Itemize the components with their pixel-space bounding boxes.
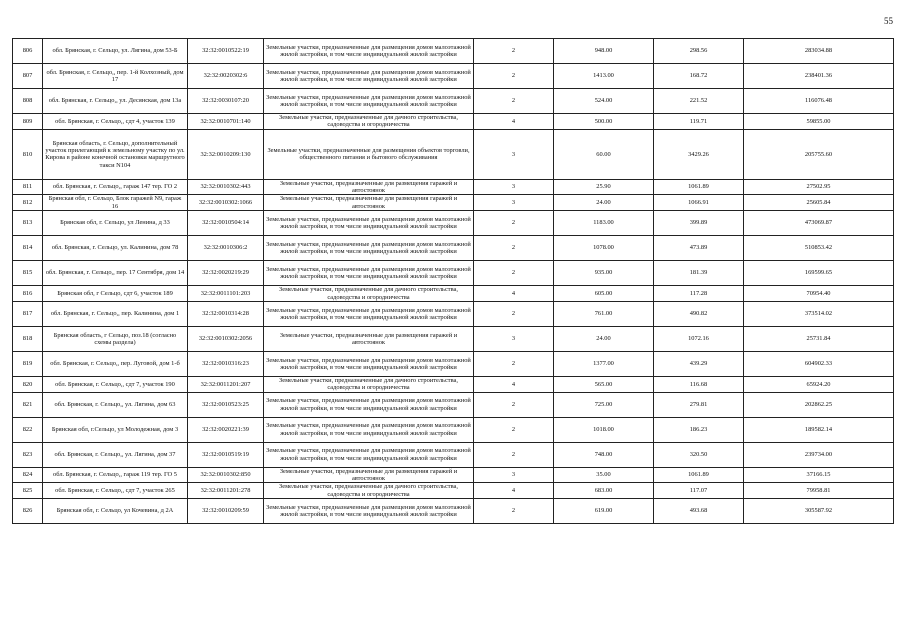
table-row — [13, 64, 894, 89]
use-group-cell: 3 — [474, 179, 554, 195]
cadastral-value-cell: 202862.25 — [744, 392, 894, 417]
row-number-cell: 807 — [13, 64, 43, 89]
cadastral-value-cell: 189582.14 — [744, 417, 894, 442]
area-cell: 35.00 — [554, 467, 654, 483]
area-cell: 60.00 — [554, 129, 654, 179]
cadastral-value-cell: 79958.81 — [744, 483, 894, 499]
row-number-cell: 813 — [13, 211, 43, 236]
address-cell: Брянская обл, г. Сельцо, ул Ленина, д 33 — [43, 211, 188, 236]
area-cell: 935.00 — [554, 261, 654, 286]
table-row — [13, 499, 894, 524]
specific-value-cell: 221.52 — [654, 89, 744, 114]
table-row — [13, 89, 894, 114]
permitted-use-cell: Земельные участки, предназначенные для дачного строительства, садоводства и огородничества — [264, 286, 474, 302]
use-group-cell: 2 — [474, 39, 554, 64]
permitted-use-cell: Земельные участки, предназначенные для размещения домов малоэтажной жилой застройки, в том числе индивидуальной жилой застройки — [264, 301, 474, 326]
table-row — [13, 114, 894, 130]
row-number-cell: 825 — [13, 483, 43, 499]
table-body — [13, 39, 894, 524]
cadastral-number-cell: 32:32:0010316:23 — [188, 351, 264, 376]
use-group-cell: 2 — [474, 499, 554, 524]
specific-value-cell: 119.71 — [654, 114, 744, 130]
cadastral-number-cell: 32:32:0030107:20 — [188, 89, 264, 114]
cadastral-value-cell: 27502.95 — [744, 179, 894, 195]
use-group-cell: 2 — [474, 417, 554, 442]
cadastral-value-cell: 169599.65 — [744, 261, 894, 286]
use-group-cell: 3 — [474, 326, 554, 351]
table-row — [13, 467, 894, 483]
cadastral-value-cell: 604902.33 — [744, 351, 894, 376]
table-row — [13, 211, 894, 236]
cadastral-number-cell: 32:32:0010504:14 — [188, 211, 264, 236]
table-row — [13, 483, 894, 499]
address-cell: обл. Брянская, г. Сельцо,, пер. 17 Сентября, дом 14 — [43, 261, 188, 286]
area-cell: 24.00 — [554, 326, 654, 351]
permitted-use-cell: Земельные участки, предназначенные для размещения домов малоэтажной жилой застройки, в том числе индивидуальной жилой застройки — [264, 64, 474, 89]
use-group-cell: 3 — [474, 467, 554, 483]
permitted-use-cell: Земельные участки, предназначенные для размещения домов малоэтажной жилой застройки, в том числе индивидуальной жилой застройки — [264, 236, 474, 261]
area-cell: 1377.00 — [554, 351, 654, 376]
permitted-use-cell: Земельные участки, предназначенные для размещения домов малоэтажной жилой застройки, в том числе индивидуальной жилой застройки — [264, 89, 474, 114]
specific-value-cell: 1072.16 — [654, 326, 744, 351]
area-cell: 500.00 — [554, 114, 654, 130]
row-number-cell: 816 — [13, 286, 43, 302]
address-cell: обл. Брянская, г. Сельцо,, пер. Луговой, дом 1-б — [43, 351, 188, 376]
specific-value-cell: 279.81 — [654, 392, 744, 417]
area-cell: 761.00 — [554, 301, 654, 326]
cadastral-value-cell: 473069.87 — [744, 211, 894, 236]
cadastral-value-cell: 283034.88 — [744, 39, 894, 64]
use-group-cell: 2 — [474, 301, 554, 326]
cadastral-number-cell: 32:32:0010302:1066 — [188, 195, 264, 211]
table-row — [13, 195, 894, 211]
table-row — [13, 129, 894, 179]
area-cell: 24.00 — [554, 195, 654, 211]
area-cell: 725.00 — [554, 392, 654, 417]
table-row — [13, 261, 894, 286]
address-cell: обл. Брянская, г. Сельцо,, пер. Калинина, дом 1 — [43, 301, 188, 326]
cadastral-value-cell: 205755.60 — [744, 129, 894, 179]
cadastral-number-cell: 32:32:0010302:2056 — [188, 326, 264, 351]
address-cell: обл. Брянская, г. Сельцо, ул. Лягина, дом 53-Б — [43, 39, 188, 64]
address-cell: обл. Брянская, г. Сельцо,, сдт 7, участок 265 — [43, 483, 188, 499]
address-cell: обл. Брянская, г. Сельцо,, гараж 147 тер. ГО 2 — [43, 179, 188, 195]
area-cell: 1183.00 — [554, 211, 654, 236]
cadastral-number-cell: 32:32:0010522:19 — [188, 39, 264, 64]
specific-value-cell: 3429.26 — [654, 129, 744, 179]
cadastral-number-cell: 32:32:0010523:25 — [188, 392, 264, 417]
cadastral-value-cell: 305587.92 — [744, 499, 894, 524]
specific-value-cell: 473.89 — [654, 236, 744, 261]
specific-value-cell: 116.68 — [654, 376, 744, 392]
cadastral-value-cell: 37166.15 — [744, 467, 894, 483]
cadastral-number-cell: 32:32:0010701:140 — [188, 114, 264, 130]
use-group-cell: 2 — [474, 351, 554, 376]
row-number-cell: 808 — [13, 89, 43, 114]
row-number-cell: 812 — [13, 195, 43, 211]
area-cell: 1413.00 — [554, 64, 654, 89]
row-number-cell: 819 — [13, 351, 43, 376]
use-group-cell: 2 — [474, 89, 554, 114]
table-row — [13, 392, 894, 417]
address-cell: Брянская обл, г. Сельцо, ул Кочевина, д 2А — [43, 499, 188, 524]
cadastral-number-cell: 32:32:0011201:207 — [188, 376, 264, 392]
area-cell: 565.00 — [554, 376, 654, 392]
address-cell: обл. Брянская, г. Сельцо,, ул. Десянская, дом 13а — [43, 89, 188, 114]
address-cell: Брянская обл, г Сельцо, сдт 6, участок 189 — [43, 286, 188, 302]
specific-value-cell: 320.50 — [654, 442, 744, 467]
address-cell: Брянская обл, г.Сельцо, ул Молодежная, дом 3 — [43, 417, 188, 442]
use-group-cell: 4 — [474, 483, 554, 499]
land-registry-table — [12, 38, 894, 524]
table-row — [13, 376, 894, 392]
permitted-use-cell: Земельные участки, предназначенные для дачного строительства, садоводства и огородничества — [264, 483, 474, 499]
address-cell: обл. Брянская, г. Сельцо,, ул. Лягина, дом 63 — [43, 392, 188, 417]
table-row — [13, 236, 894, 261]
use-group-cell: 2 — [474, 261, 554, 286]
cadastral-value-cell: 238401.36 — [744, 64, 894, 89]
table-row — [13, 179, 894, 195]
address-cell: Брянская область, г. Сельцо, дополнительный участок прилегающий к земельному участку по ул. Кирова в районе конечной остановки маршрутного такси N104 — [43, 129, 188, 179]
use-group-cell: 4 — [474, 376, 554, 392]
row-number-cell: 811 — [13, 179, 43, 195]
address-cell: обл. Брянская, г. Сельцо,, сдт 7, участок 190 — [43, 376, 188, 392]
row-number-cell: 806 — [13, 39, 43, 64]
row-number-cell: 815 — [13, 261, 43, 286]
cadastral-value-cell: 25731.84 — [744, 326, 894, 351]
permitted-use-cell: Земельные участки, предназначенные для размещения объектов торговли, общественного питания и бытового обслуживания — [264, 129, 474, 179]
row-number-cell: 809 — [13, 114, 43, 130]
specific-value-cell: 186.23 — [654, 417, 744, 442]
area-cell: 948.00 — [554, 39, 654, 64]
row-number-cell: 814 — [13, 236, 43, 261]
permitted-use-cell: Земельные участки, предназначенные для размещения гаражей и автостоянок — [264, 467, 474, 483]
page-number: 55 — [884, 16, 893, 26]
address-cell: обл. Брянская, г. Сельцо, ул. Калинина, дом 78 — [43, 236, 188, 261]
permitted-use-cell: Земельные участки, предназначенные для дачного строительства, садоводства и огородничества — [264, 114, 474, 130]
permitted-use-cell: Земельные участки, предназначенные для размещения гаражей и автостоянок — [264, 179, 474, 195]
use-group-cell: 4 — [474, 286, 554, 302]
cadastral-value-cell: 59855.00 — [744, 114, 894, 130]
use-group-cell: 2 — [474, 236, 554, 261]
cadastral-number-cell: 32:32:0011201:278 — [188, 483, 264, 499]
permitted-use-cell: Земельные участки, предназначенные для размещения домов малоэтажной жилой застройки, в том числе индивидуальной жилой застройки — [264, 499, 474, 524]
cadastral-value-cell: 65924.20 — [744, 376, 894, 392]
area-cell: 1078.00 — [554, 236, 654, 261]
use-group-cell: 2 — [474, 442, 554, 467]
cadastral-number-cell: 32:32:0020302:6 — [188, 64, 264, 89]
cadastral-value-cell: 25605.84 — [744, 195, 894, 211]
permitted-use-cell: Земельные участки, предназначенные для дачного строительства, садоводства и огородничества — [264, 376, 474, 392]
specific-value-cell: 490.82 — [654, 301, 744, 326]
use-group-cell: 2 — [474, 211, 554, 236]
table-row — [13, 351, 894, 376]
permitted-use-cell: Земельные участки, предназначенные для размещения домов малоэтажной жилой застройки, в том числе индивидуальной жилой застройки — [264, 392, 474, 417]
area-cell: 683.00 — [554, 483, 654, 499]
cadastral-value-cell: 116076.48 — [744, 89, 894, 114]
row-number-cell: 810 — [13, 129, 43, 179]
specific-value-cell: 1061.89 — [654, 179, 744, 195]
address-cell: обл. Брянская, г. Сельцо,, сдт 4, участок 139 — [43, 114, 188, 130]
table-row — [13, 442, 894, 467]
permitted-use-cell: Земельные участки, предназначенные для размещения домов малоэтажной жилой застройки, в том числе индивидуальной жилой застройки — [264, 211, 474, 236]
specific-value-cell: 439.29 — [654, 351, 744, 376]
specific-value-cell: 298.56 — [654, 39, 744, 64]
cadastral-number-cell: 32:32:0010519:19 — [188, 442, 264, 467]
cadastral-value-cell: 239734.00 — [744, 442, 894, 467]
area-cell: 25.90 — [554, 179, 654, 195]
area-cell: 619.00 — [554, 499, 654, 524]
table-row — [13, 417, 894, 442]
address-cell: Брянская обл, г. Сельцо, Блок гаражей N9, гараж 16 — [43, 195, 188, 211]
use-group-cell: 3 — [474, 195, 554, 211]
row-number-cell: 820 — [13, 376, 43, 392]
specific-value-cell: 399.89 — [654, 211, 744, 236]
address-cell: обл. Брянская, г. Сельцо,, ул. Лягина, дом 37 — [43, 442, 188, 467]
specific-value-cell: 493.68 — [654, 499, 744, 524]
cadastral-number-cell: 32:32:0010209:59 — [188, 499, 264, 524]
cadastral-value-cell: 510853.42 — [744, 236, 894, 261]
cadastral-number-cell: 32:32:0010306:2 — [188, 236, 264, 261]
address-cell: Брянская область, г Сельцо, поз.18 (согласно схемы раздела) — [43, 326, 188, 351]
cadastral-value-cell: 70954.40 — [744, 286, 894, 302]
permitted-use-cell: Земельные участки, предназначенные для размещения гаражей и автостоянок — [264, 195, 474, 211]
permitted-use-cell: Земельные участки, предназначенные для размещения домов малоэтажной жилой застройки, в том числе индивидуальной жилой застройки — [264, 351, 474, 376]
address-cell: обл. Брянская, г. Сельцо,, пер. 1-й Колхозный, дом 17 — [43, 64, 188, 89]
permitted-use-cell: Земельные участки, предназначенные для размещения гаражей и автостоянок — [264, 326, 474, 351]
cadastral-number-cell: 32:32:0010302:850 — [188, 467, 264, 483]
cadastral-number-cell: 32:32:0020221:39 — [188, 417, 264, 442]
area-cell: 1018.00 — [554, 417, 654, 442]
table-row — [13, 39, 894, 64]
area-cell: 524.00 — [554, 89, 654, 114]
table-row — [13, 286, 894, 302]
row-number-cell: 822 — [13, 417, 43, 442]
specific-value-cell: 181.39 — [654, 261, 744, 286]
specific-value-cell: 1061.89 — [654, 467, 744, 483]
row-number-cell: 817 — [13, 301, 43, 326]
cadastral-number-cell: 32:32:0010209:130 — [188, 129, 264, 179]
area-cell: 748.00 — [554, 442, 654, 467]
specific-value-cell: 117.28 — [654, 286, 744, 302]
address-cell: обл. Брянская, г. Сельцо,, гараж 119 тер. ГО 5 — [43, 467, 188, 483]
specific-value-cell: 1066.91 — [654, 195, 744, 211]
specific-value-cell: 117.07 — [654, 483, 744, 499]
permitted-use-cell: Земельные участки, предназначенные для размещения домов малоэтажной жилой застройки, в том числе индивидуальной жилой застройки — [264, 261, 474, 286]
cadastral-value-cell: 373514.02 — [744, 301, 894, 326]
cadastral-number-cell: 32:32:0020219:29 — [188, 261, 264, 286]
row-number-cell: 818 — [13, 326, 43, 351]
use-group-cell: 4 — [474, 114, 554, 130]
table-row — [13, 301, 894, 326]
row-number-cell: 824 — [13, 467, 43, 483]
row-number-cell: 821 — [13, 392, 43, 417]
specific-value-cell: 168.72 — [654, 64, 744, 89]
use-group-cell: 2 — [474, 392, 554, 417]
permitted-use-cell: Земельные участки, предназначенные для размещения домов малоэтажной жилой застройки, в том числе индивидуальной жилой застройки — [264, 39, 474, 64]
permitted-use-cell: Земельные участки, предназначенные для размещения домов малоэтажной жилой застройки, в том числе индивидуальной жилой застройки — [264, 442, 474, 467]
row-number-cell: 826 — [13, 499, 43, 524]
cadastral-number-cell: 32:32:0010302:443 — [188, 179, 264, 195]
area-cell: 605.00 — [554, 286, 654, 302]
cadastral-number-cell: 32:32:0010314:28 — [188, 301, 264, 326]
table-row — [13, 326, 894, 351]
permitted-use-cell: Земельные участки, предназначенные для размещения домов малоэтажной жилой застройки, в том числе индивидуальной жилой застройки — [264, 417, 474, 442]
use-group-cell: 2 — [474, 64, 554, 89]
row-number-cell: 823 — [13, 442, 43, 467]
use-group-cell: 3 — [474, 129, 554, 179]
cadastral-number-cell: 32:32:0011101:203 — [188, 286, 264, 302]
